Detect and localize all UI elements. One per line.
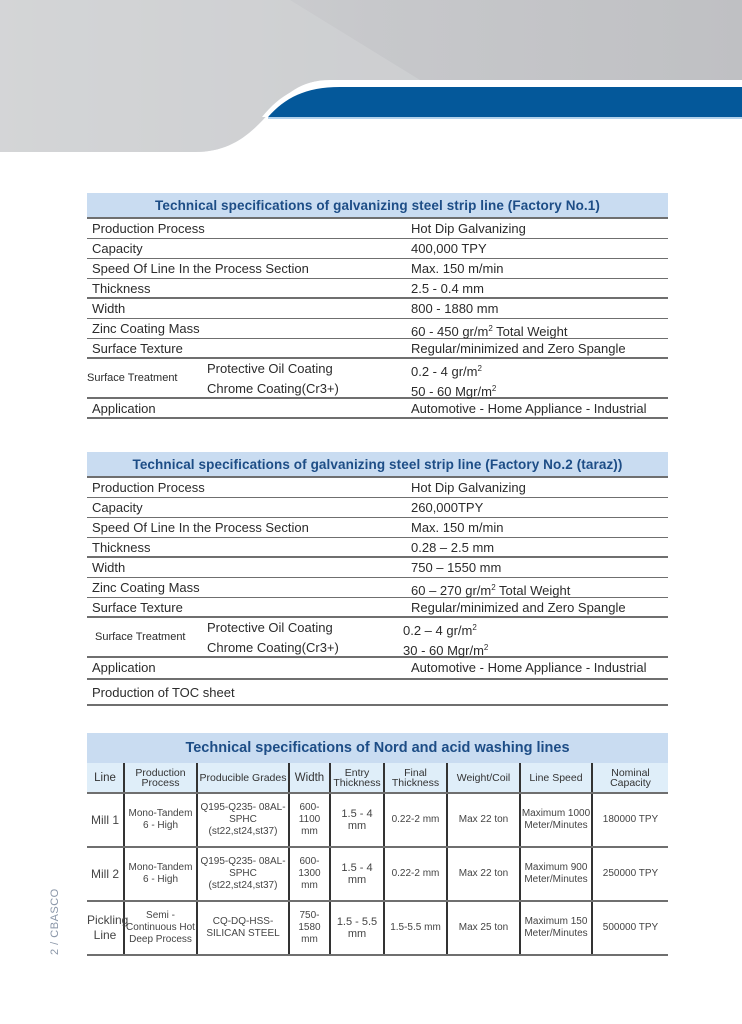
table-row: Zinc Coating Mass 60 - 450 $gr/m^2$ Total Weight (87, 319, 668, 339)
page-number-label: 2 / CBASCO (49, 888, 61, 955)
mills-spec-table (87, 733, 668, 956)
table-row: Thickness 2.5 - 0.4 mm (87, 279, 668, 299)
table-row: Production Process Hot Dip Galvanizing (87, 219, 668, 239)
table-row: Zinc Coating Mass 60 – 270 $gr/m^2$ Total Weight (87, 578, 668, 598)
header-banner-graphic (0, 0, 742, 160)
column-header: Production Process (124, 763, 197, 793)
column-header: Line (87, 763, 124, 793)
factory2-spec-table (87, 452, 668, 706)
table-row: Mill 2 Mono-Tandem 6 - High Q195-Q235- 08AL-SPHC (st22,st24,st37) 600- 1300 mm 1.5 - 4 mm 0.22-2 mm Max 22 ton Maximum 900 Meter/Minutes 250000 TPY (87, 847, 668, 901)
column-header: Final Thickness (384, 763, 447, 793)
surface-treatment-row: Surface Treatment Protective Oil Coating Chrome Coating(Cr3+) 0.2 - 4 $gr/m^2$ 50 - 60 Mgr/$m^2$ (87, 359, 668, 399)
factory1-spec-table (87, 193, 668, 419)
table-row: Capacity 260,000TPY (87, 498, 668, 518)
table-row: Speed Of Line In the Process Section Max. 150 m/min (87, 259, 668, 279)
mills-title: Technical specifications of Nord and acid washing lines (87, 733, 668, 763)
column-header: Weight/Coil (447, 763, 520, 793)
table-row: Width 800 - 1880 mm (87, 299, 668, 319)
header-row (87, 763, 668, 793)
table-row: Mill 1 Mono-Tandem 6 - High Q195-Q235- 08AL-SPHC (st22,st24,st37) 600- 1100 mm 1.5 - 4 mm 0.22-2 mm Max 22 ton Maximum 1000 Meter/Minutes 180000 TPY (87, 793, 668, 847)
column-header: Producible Grades (197, 763, 289, 793)
table-row: Thickness 0.28 – 2.5 mm (87, 538, 668, 558)
table-row: Application Automotive - Home Appliance - Industrial (87, 399, 668, 419)
table-row: Pickling Line Semi - Continuous Hot Deep Process CQ-DQ-HSS- SILICAN STEEL 750- 1580 mm 1.5 - 5.5 mm 1.5-5.5 mm Max 25 ton Maximum 150 Meter/Minutes 500000 TPY (87, 901, 668, 955)
factory1-title: Technical specifications of galvanizing steel strip line (Factory No.1) (87, 193, 668, 219)
surface-treatment-row: Surface Treatment Protective Oil Coating Chrome Coating(Cr3+) 0.2 – 4 $gr/m^2$ 30 - 60 Mgr/$m^2$ (87, 618, 668, 658)
table-row: Surface Texture Regular/minimized and Zero Spangle (87, 598, 668, 618)
table-row: Capacity 400,000 TPY (87, 239, 668, 259)
column-header: Entry Thickness (330, 763, 384, 793)
table-row: Production of TOC sheet (87, 680, 668, 706)
column-header: Nominal Capacity (592, 763, 668, 793)
blue-stripe (268, 87, 742, 117)
table-row: Speed Of Line In the Process Section Max. 150 m/min (87, 518, 668, 538)
table-row: Application Automotive - Home Appliance - Industrial (87, 658, 668, 680)
table-row: Surface Texture Regular/minimized and Zero Spangle (87, 339, 668, 359)
column-header: Width (289, 763, 330, 793)
table-row: Production Process Hot Dip Galvanizing (87, 478, 668, 498)
factory2-title: Technical specifications of galvanizing steel strip line (Factory No.2 (taraz)) (87, 452, 668, 478)
table-row: Width 750 – 1550 mm (87, 558, 668, 578)
column-header: Line Speed (520, 763, 592, 793)
